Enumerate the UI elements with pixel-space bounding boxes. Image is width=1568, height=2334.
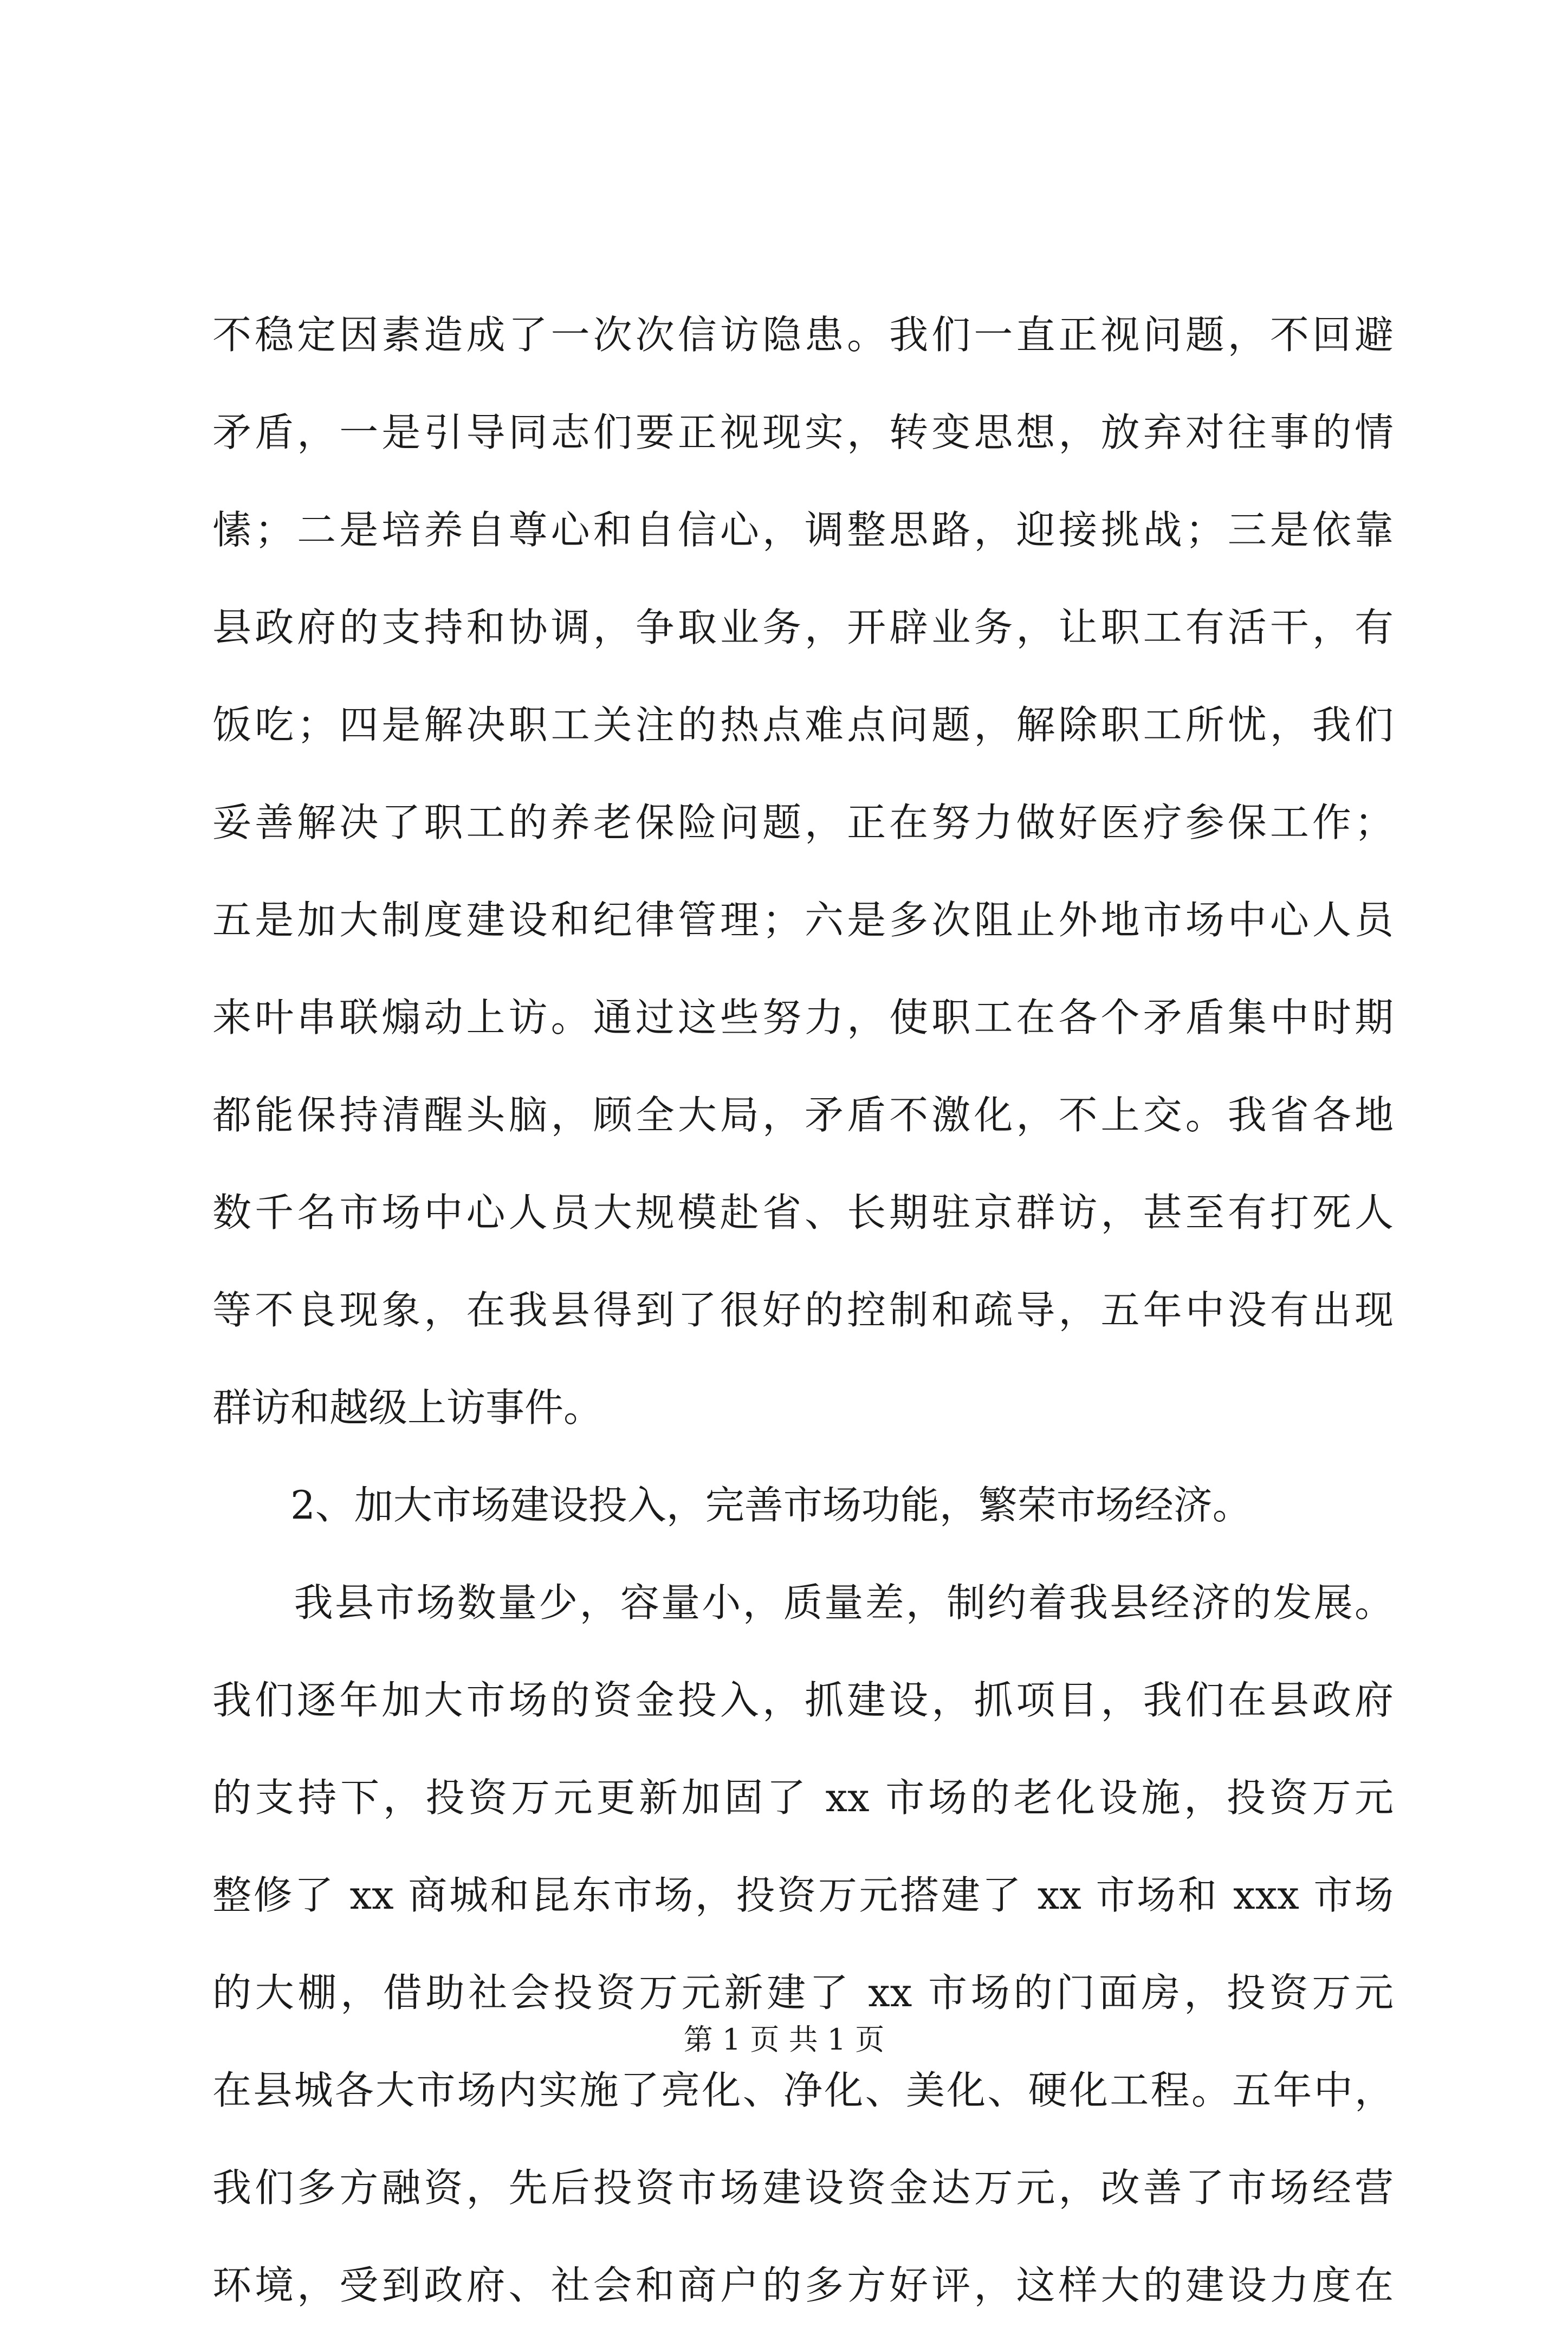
text-line: 来叶串联煽动上访。通过这些努力，使职工在各个矛盾集中时期 bbox=[212, 995, 1394, 1040]
text-line: 的大棚，借助社会投资万元新建了 xx 市场的门面房，投资万元 bbox=[212, 1970, 1394, 2015]
page-number-footer: 第 1 页 共 1 页 bbox=[683, 2022, 885, 2057]
text-line: 我们逐年加大市场的资金投入，抓建设，抓项目，我们在县政府 bbox=[212, 1677, 1394, 1723]
text-line: 矛盾，一是引导同志们要正视现实，转变思想，放弃对往事的情 bbox=[212, 410, 1394, 455]
text-line: 数千名市场中心人员大规模赴省、长期驻京群访，甚至有打死人 bbox=[212, 1190, 1394, 1235]
text-line: 县政府的支持和协调，争取业务，开辟业务，让职工有活干，有 bbox=[212, 605, 1394, 650]
text-line: 愫；二是培养自尊心和自信心，调整思路，迎接挑战；三是依靠 bbox=[212, 507, 1394, 553]
text-line: 整修了 xx 商城和昆东市场，投资万元搭建了 xx 市场和 xxx 市场 bbox=[212, 1872, 1394, 1918]
text-line: 群访和越级上访事件。 bbox=[212, 1385, 603, 1430]
text-line: 在县城各大市场内实施了亮化、净化、美化、硬化工程。五年中， bbox=[212, 2067, 1394, 2113]
text-line: 环境，受到政府、社会和商户的多方好评，这样大的建设力度在 bbox=[212, 2262, 1394, 2308]
text-line: 我县市场数量少，容量小，质量差，制约着我县经济的发展。 bbox=[212, 1580, 1394, 1625]
text-line: 五是加大制度建设和纪律管理；六是多次阻止外地市场中心人员 bbox=[212, 897, 1394, 943]
text-line: 都能保持清醒头脑，顾全大局，矛盾不激化，不上交。我省各地 bbox=[212, 1092, 1394, 1138]
text-line: 妥善解决了职工的养老保险问题，正在努力做好医疗参保工作； bbox=[212, 800, 1394, 845]
section-heading: 2、加大市场建设投入，完善市场功能，繁荣市场经济。 bbox=[212, 1482, 1252, 1528]
text-line: 的支持下，投资万元更新加固了 xx 市场的老化设施，投资万元 bbox=[212, 1775, 1394, 1820]
text-line: 饭吃；四是解决职工关注的热点难点问题，解除职工所忧，我们 bbox=[212, 702, 1394, 748]
text-line: 我们多方融资，先后投资市场建设资金达万元，改善了市场经营 bbox=[212, 2165, 1394, 2210]
text-line: 不稳定因素造成了一次次信访隐患。我们一直正视问题，不回避 bbox=[212, 312, 1394, 358]
text-line: 等不良现象，在我县得到了很好的控制和疏导，五年中没有出现 bbox=[212, 1287, 1394, 1333]
